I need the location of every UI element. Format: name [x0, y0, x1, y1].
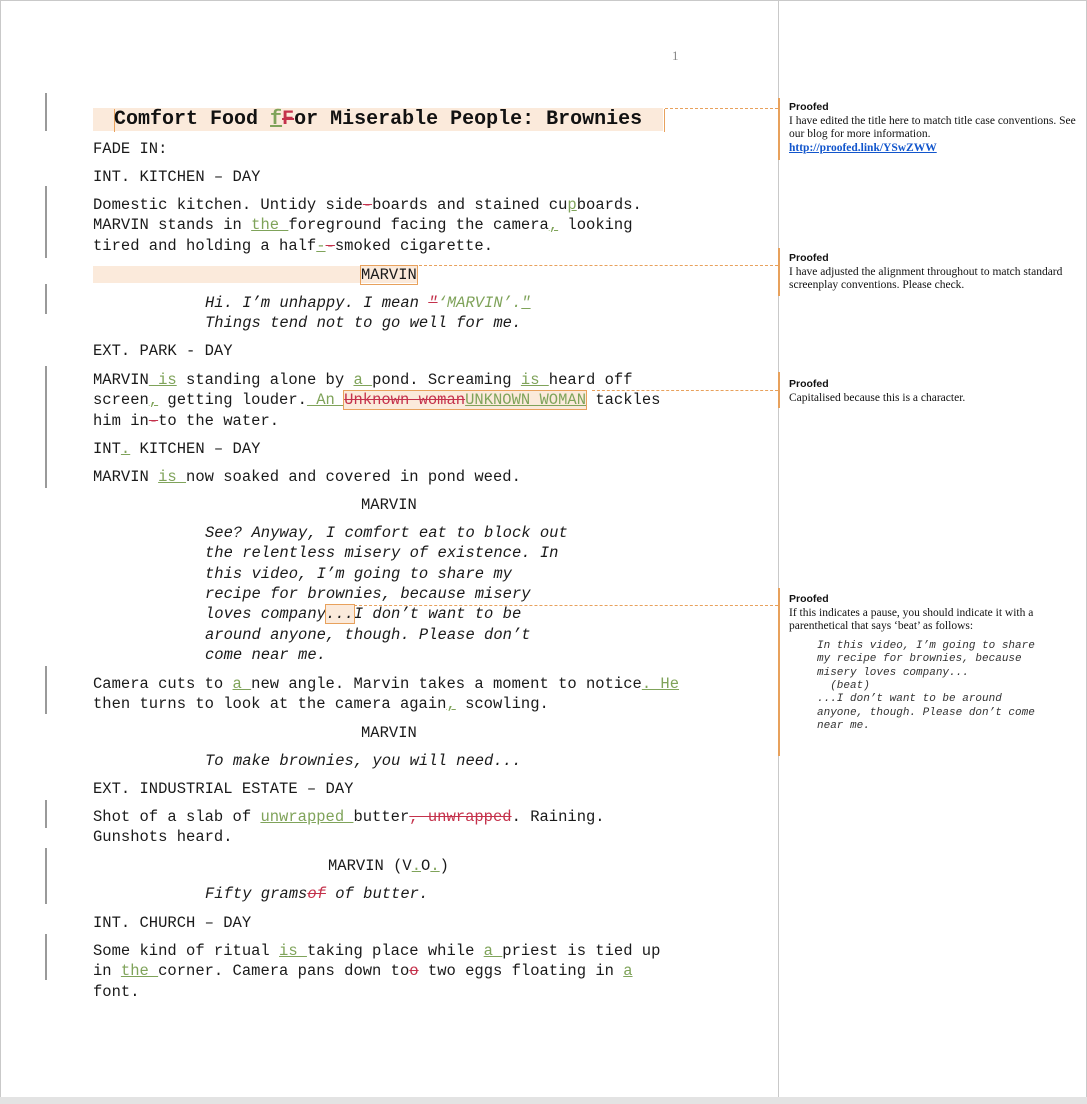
- action-line: MARVIN stands in the foreground facing the camera, looking: [93, 216, 633, 234]
- action-line: Domestic kitchen. Untidy side-boards and stained cupboards.: [93, 196, 642, 214]
- change-bar: [45, 284, 47, 314]
- tracked-insertion[interactable]: unwrapped: [260, 808, 354, 826]
- comment-example: In this video, I’m going to share my recipe for brownies, because misery loves company... (beat) ...I don’t want to be around anyone, though. Please don’t come near me.: [817, 639, 1035, 733]
- comment-connector: [592, 390, 778, 391]
- tracked-insertion[interactable]: .: [430, 857, 440, 875]
- page-number: 1: [672, 48, 679, 63]
- tracked-insertion[interactable]: p: [567, 196, 577, 214]
- tracked-insertion[interactable]: ‘MARVIN’.: [437, 294, 522, 312]
- tracked-insertion[interactable]: is: [148, 371, 177, 389]
- comment-text: I have edited the title here to match title case conventions. See our blog for more information.: [789, 114, 1076, 141]
- action-line: MARVIN is standing alone by a pond. Screaming is heard off: [93, 371, 633, 389]
- horizontal-scrollbar[interactable]: [0, 1097, 1087, 1104]
- comment-author: Proofed: [789, 252, 829, 264]
- tracked-insertion[interactable]: .: [120, 440, 131, 458]
- tracked-insertion[interactable]: ″: [521, 294, 531, 312]
- tracked-deletion[interactable]: -: [362, 196, 373, 214]
- tracked-deletion[interactable]: Unknown woman: [344, 391, 466, 409]
- dialogue-line: Hi. I’m unhappy. I mean "‘MARVIN’.″: [205, 294, 531, 312]
- dialogue-line: Things tend not to go well for me.: [205, 314, 522, 332]
- tracked-deletion[interactable]: ": [428, 294, 438, 312]
- tracked-insertion[interactable]: a: [623, 962, 633, 980]
- character-name: MARVIN: [361, 496, 417, 514]
- scene-heading: EXT. PARK - DAY: [93, 342, 233, 360]
- scene-heading: INT. CHURCH – DAY: [93, 914, 252, 932]
- action-line: him in-to the water.: [93, 412, 280, 430]
- dialogue-line: See? Anyway, I comfort eat to block out: [205, 524, 568, 542]
- action-line: in the corner. Camera pans down too two eggs floating in a: [93, 962, 633, 980]
- character-name[interactable]: MARVIN: [361, 266, 417, 284]
- tracked-insertion[interactable]: the: [251, 216, 289, 234]
- tracked-insertion[interactable]: f: [270, 108, 283, 131]
- dialogue-line: come near me.: [205, 646, 326, 664]
- tracked-deletion[interactable]: -: [148, 412, 159, 430]
- comment-connector: [354, 605, 778, 606]
- comment-text: Capitalised because this is a character.: [789, 391, 966, 404]
- dialogue-line: Fifty gramsof of butter.: [205, 885, 429, 903]
- tracked-deletion[interactable]: , unwrapped: [409, 808, 512, 826]
- tracked-deletion[interactable]: o: [409, 962, 419, 980]
- change-bar: [45, 93, 47, 131]
- change-bar: [45, 800, 47, 828]
- dialogue-line: To make brownies, you will need...: [205, 752, 522, 770]
- tracked-insertion[interactable]: UNKNOWN WOMAN: [465, 391, 587, 409]
- comment-anchor: [664, 109, 665, 132]
- dialogue-line: recipe for brownies, because misery: [205, 585, 531, 603]
- scene-heading: INT. KITCHEN – DAY: [93, 440, 261, 458]
- character-name: MARVIN: [361, 724, 417, 742]
- dialogue-line: this video, I’m going to share my: [205, 565, 512, 583]
- scene-heading: INT. KITCHEN – DAY: [93, 168, 261, 186]
- action-line: tired and holding a half--smoked cigarette.: [93, 237, 494, 255]
- action-line: font.: [93, 983, 140, 1001]
- page-title[interactable]: [114, 109, 642, 131]
- dialogue-line: around anyone, though. Please don’t: [205, 626, 531, 644]
- change-bar: [45, 186, 47, 258]
- tracked-deletion[interactable]: -: [325, 237, 335, 255]
- change-bar: [45, 666, 47, 714]
- tracked-insertion[interactable]: -: [316, 237, 326, 255]
- tracked-insertion[interactable]: ,: [446, 695, 456, 713]
- transition: FADE IN:: [93, 140, 168, 158]
- tracked-insertion[interactable]: the: [120, 962, 159, 980]
- comment-link[interactable]: http://proofed.link/YSwZWW: [789, 141, 937, 154]
- dialogue-line: loves company...I don’t want to be: [205, 605, 522, 623]
- action-line: Some kind of ritual is taking place while a priest is tied up: [93, 942, 661, 960]
- tracked-insertion[interactable]: is: [279, 942, 307, 960]
- tracked-insertion[interactable]: ,: [548, 216, 559, 234]
- change-bar: [45, 366, 47, 488]
- tracked-insertion[interactable]: ,: [148, 391, 159, 409]
- tracked-deletion[interactable]: of: [307, 885, 326, 903]
- comment-author: Proofed: [789, 101, 829, 113]
- action-line: Shot of a slab of unwrapped butter, unwrapped. Raining.: [93, 808, 605, 826]
- action-line: MARVIN is now soaked and covered in pond weed.: [93, 468, 521, 486]
- comment-author: Proofed: [789, 593, 829, 605]
- title-text: Comfort Food: [114, 108, 271, 131]
- tracked-insertion[interactable]: . He: [641, 675, 680, 693]
- comment-card[interactable]: [789, 378, 1079, 405]
- comment-connector: [419, 265, 778, 266]
- action-line: Camera cuts to a new angle. Marvin takes a moment to notice. He: [93, 675, 680, 693]
- comment-card[interactable]: [789, 252, 1079, 293]
- tracked-insertion[interactable]: a: [232, 675, 252, 693]
- dialogue-line: the relentless misery of existence. In: [205, 544, 559, 562]
- comment-accent-bar: [778, 248, 780, 296]
- tracked-insertion[interactable]: a: [353, 371, 373, 389]
- comment-card[interactable]: [789, 593, 1079, 734]
- comment-accent-bar: [778, 98, 780, 160]
- character-name: MARVIN (V.O.): [328, 857, 449, 875]
- change-bar: [45, 848, 47, 904]
- tracked-insertion[interactable]: is: [520, 371, 549, 389]
- comment-text: If this indicates a pause, you should indicate it with a parenthetical that says ‘beat’ as follows:: [789, 606, 1034, 633]
- comment-author: Proofed: [789, 378, 829, 390]
- tracked-insertion[interactable]: a: [483, 942, 503, 960]
- tracked-deletion[interactable]: F: [282, 108, 295, 131]
- comment-text: I have adjusted the alignment throughout to match standard screenplay conventions. Please check.: [789, 265, 1063, 292]
- tracked-insertion[interactable]: An: [306, 391, 345, 409]
- tracked-insertion[interactable]: .: [411, 857, 422, 875]
- action-line: screen, getting louder. An Unknown womanUNKNOWN WOMAN tackles: [93, 391, 661, 409]
- comment-accent-bar: [778, 588, 780, 756]
- tracked-insertion[interactable]: is: [158, 468, 187, 486]
- comment-accent-bar: [778, 372, 780, 408]
- comment-card[interactable]: [789, 101, 1079, 155]
- commented-text[interactable]: ...: [325, 605, 354, 623]
- scene-heading: EXT. INDUSTRIAL ESTATE – DAY: [93, 780, 354, 798]
- title-text: or Miserable People: Brownies: [294, 108, 643, 131]
- comments-margin: [779, 0, 1085, 1097]
- action-line: Gunshots heard.: [93, 828, 233, 846]
- action-line: then turns to look at the camera again, scowling.: [93, 695, 549, 713]
- change-bar: [45, 934, 47, 980]
- comment-connector: [665, 108, 778, 109]
